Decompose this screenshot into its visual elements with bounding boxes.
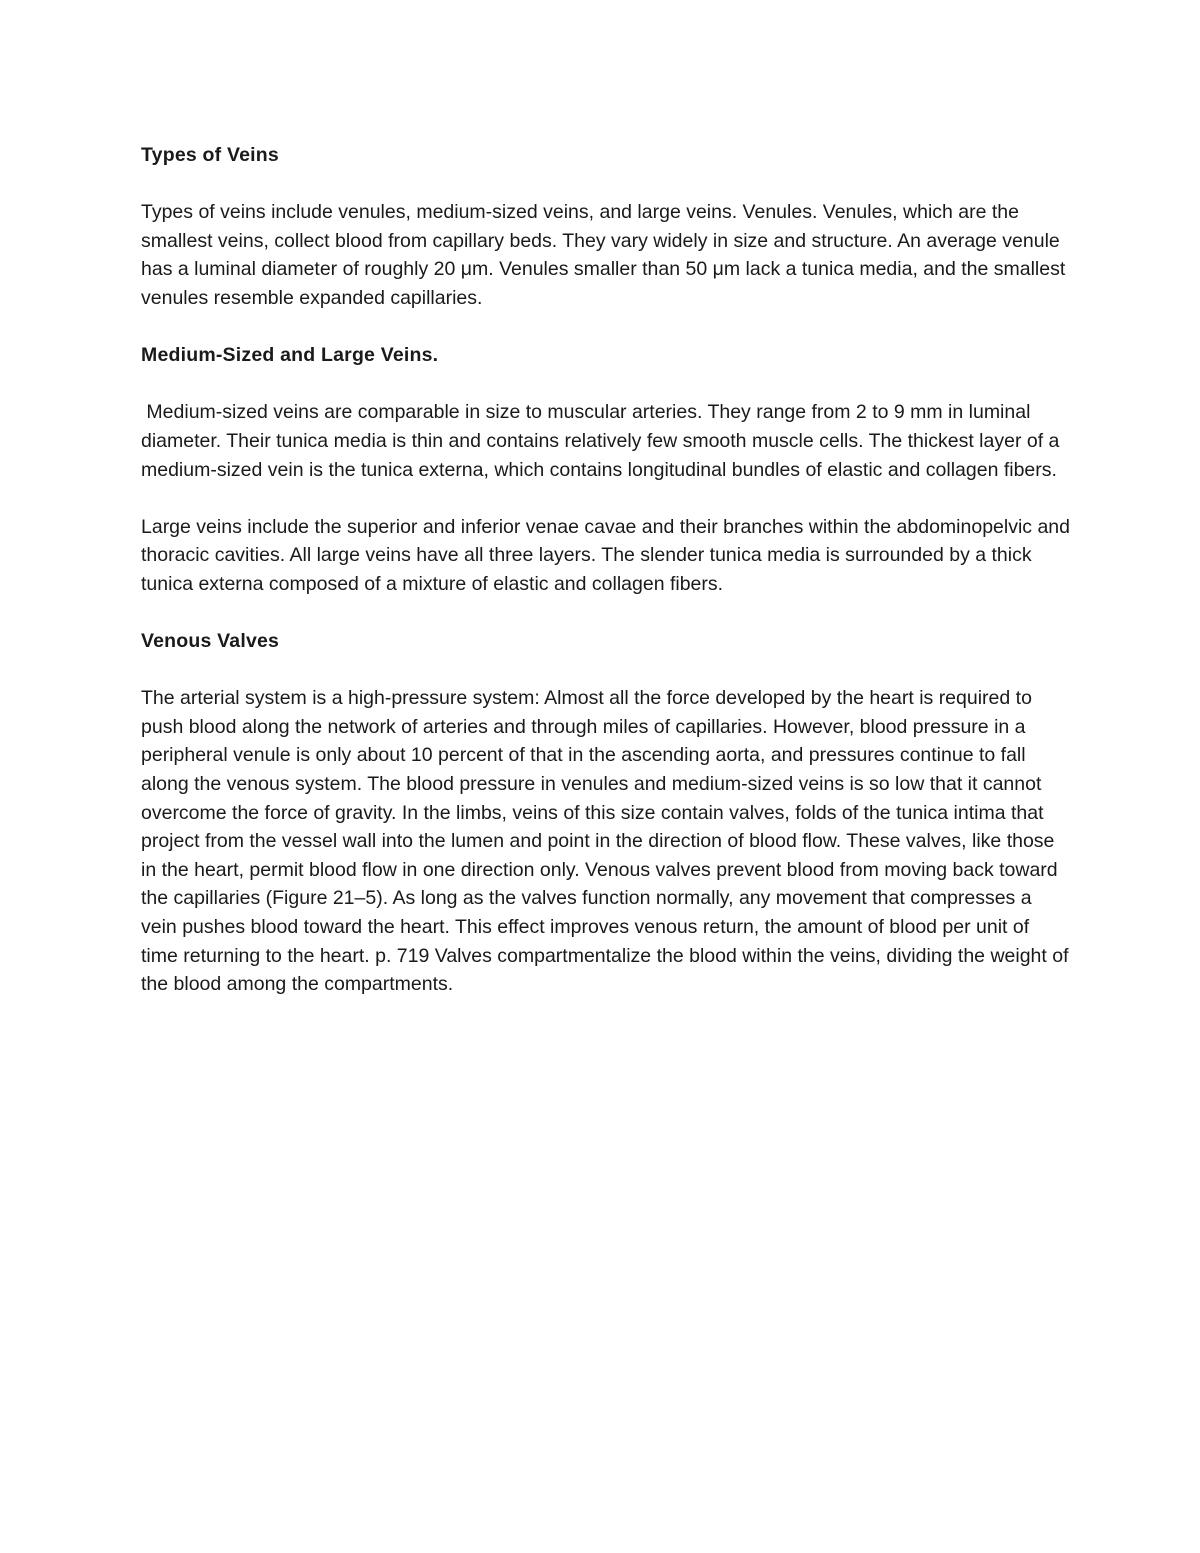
spacer bbox=[141, 313, 1071, 342]
spacer bbox=[141, 370, 1071, 399]
document-body bbox=[141, 141, 1071, 999]
paragraph-large-veins: Large veins include the superior and inferior venae cavae and their branches within the abdominopelvic and thoracic cavities. All large veins have all three layers. The slender tunica media is surrounded by a thick tunica externa composed of a mixture of elastic and collagen fibers. bbox=[141, 515, 1071, 595]
heading-types-of-veins: Types of Veins bbox=[141, 144, 279, 166]
heading-venous-valves: Venous Valves bbox=[141, 630, 280, 653]
spacer bbox=[141, 170, 1071, 199]
spacer bbox=[141, 484, 1071, 513]
paragraph-types-of-veins: Types of veins include venules, medium-sized veins, and large veins. Venules. Venules, which are the smallest veins, collect blood from capillary beds. They vary widely in size and structure. An average venule has a luminal diameter of roughly 20 μm. Venules smaller than 50 μm lack a tunica media, and the smallest venules resemble expanded capillaries. bbox=[141, 201, 1066, 309]
heading-medium-large-veins: Medium-Sized and Large Veins. bbox=[141, 344, 439, 367]
spacer bbox=[141, 599, 1071, 628]
spacer bbox=[141, 656, 1071, 685]
paragraph-venous-valves: The arterial system is a high-pressure system: Almost all the force developed by the heart is required to push blood along the network of arteries and through miles of capillaries. However, blood pressure in a peripheral venule is only about 10 percent of that in the ascending aorta, and pressures continue to fall along the venous system. The blood pressure in venules and medium-sized veins is so low that it cannot overcome the force of gravity. In the limbs, veins of this size contain valves, folds of the tunica intima that project from the vessel wall into the lumen and point in the direction of blood flow. These valves, like those in the heart, permit blood flow in one direction only. Venous valves prevent blood from moving back toward the capillaries (Figure 21–5). As long as the valves function normally, any movement that compresses a vein pushes blood toward the heart. This effect improves venous return, the amount of blood per unit of time returning to the heart. p. 719 Valves compartmentalize the blood within the veins, dividing the weight of the blood among the compartments. bbox=[141, 687, 1069, 996]
paragraph-medium-sized-veins: Medium-sized veins are comparable in size to muscular arteries. They range from 2 to 9 mm in luminal diameter. Their tunica media is thin and contains relatively few smooth muscle cells. The thickest layer of a medium-sized vein is the tunica externa, which contains longitudinal bundles of elastic and collagen fibers. bbox=[141, 401, 1065, 481]
